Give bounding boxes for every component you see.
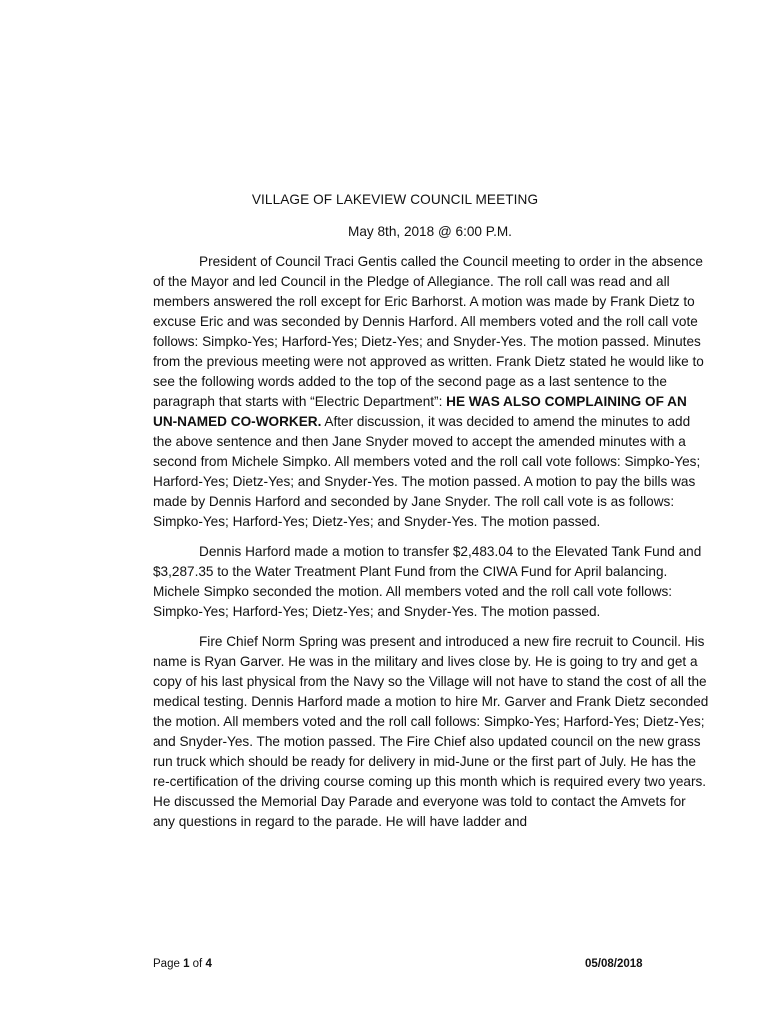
paragraph-text: President of Council Traci Gentis called the Council meeting to order in the absence of the Mayor and led Council in the Pledge of Allegiance. The roll call was read and all members answered the roll except for Eric Barhorst. A motion was made by Frank Dietz to excuse Eric and was seconded by Dennis Harford. All members voted and the roll call vote follows: Simpko-Yes; Harford-Yes; Dietz-Yes; and Snyder-Yes. The motion passed. Minutes from the previous meeting were not approved as written. Frank Dietz stated he would like to see the following words added to the top of the second page as a last sentence to the paragraph that starts with “Electric Department”: xyxy=(153,254,704,409)
document-title: VILLAGE OF LAKEVIEW COUNCIL MEETING xyxy=(251,192,539,207)
page-total: 4 xyxy=(205,958,212,970)
page-of-label: of xyxy=(189,958,206,970)
page-number xyxy=(153,958,212,970)
bold-insert-text: HE WAS ALSO COMPLAINING OF AN UN-NAMED CO-WORKER. xyxy=(153,394,687,429)
paragraph-fund-transfer: Dennis Harford made a motion to transfer $2,483.04 to the Elevated Tank Fund and $3,287.35 to the Water Treatment Plant Fund from the CIWA Fund for April balancing. Michele Simpko seconded the motion. All members voted and the roll call vote follows: Simpko-Yes; Harford-Yes; Dietz-Yes; and Snyder-Yes. The motion passed. xyxy=(153,544,702,619)
document-body xyxy=(153,252,709,842)
paragraph-text: After discussion, it was decided to amend the minutes to add the above sentence and then Jane Snyder moved to accept the amended minutes with a second from Michele Simpko. All members voted and the roll call vote follows: Simpko-Yes; Harford-Yes; Dietz-Yes; and Snyder-Yes. The motion passed. A motion to pay the bills was made by Dennis Harford and seconded by Jane Snyder. The roll call vote is as follows: Simpko-Yes; Harford-Yes; Dietz-Yes; and Snyder-Yes. The motion passed. xyxy=(153,414,701,529)
paragraph-fire-chief: Fire Chief Norm Spring was present and introduced a new fire recruit to Council. His name is Ryan Garver. He was in the military and lives close by. He is going to try and get a copy of his last physical from the Navy so the Village will not have to stand the cost of all the medical testing. Dennis Harford made a motion to hire Mr. Garver and Frank Dietz seconded the motion. All members voted and the roll call follows: Simpko-Yes; Harford-Yes; Dietz-Yes; and Snyder-Yes. The motion passed. The Fire Chief also updated council on the new grass run truck which should be ready for delivery in mid-June or the first part of July. He has the re-certification of the driving course coming up this month which is required every two years. He discussed the Memorial Day Parade and everyone was told to contact the Amvets for any questions in regard to the parade. He will have ladder and xyxy=(153,634,709,829)
paragraph-call-to-order xyxy=(153,252,709,532)
meeting-date-time: May 8th, 2018 @ 6:00 P.M. xyxy=(348,224,512,239)
page-label: Page xyxy=(153,958,184,970)
page-current: 1 xyxy=(183,958,190,970)
footer-date: 05/08/2018 xyxy=(585,958,643,970)
